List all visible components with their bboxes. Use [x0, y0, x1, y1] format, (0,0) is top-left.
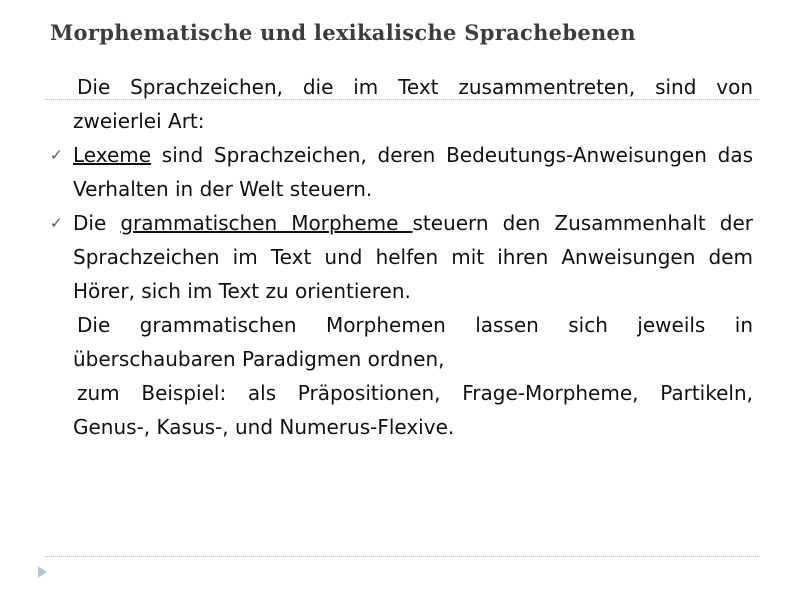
intro-paragraph: Die Sprachzeichen, die im Text zusammentreten, sind von zweierlei Art: [73, 75, 753, 133]
bottom-divider [45, 556, 760, 557]
check-icon: ✓ [50, 146, 63, 164]
example-paragraph: zum Beispiel: als Präpositionen, Frage-Morpheme, Partikeln, Genus-, Kasus-, und Numerus-Flexive. [73, 381, 753, 439]
slide-body [50, 70, 753, 444]
lexeme-text: sind Sprachzeichen, deren Bedeutungs-Anweisungen das Verhalten in der Welt steuern. [73, 143, 753, 201]
paradigm-paragraph: Die grammatischen Morphemen lassen sich jeweils in überschaubaren Paradigmen ordnen, [73, 313, 753, 371]
morpheme-prefix: Die [73, 211, 121, 235]
bullet-morpheme [50, 206, 753, 308]
triangle-arrow-icon [38, 566, 47, 578]
slide-title: Morphematische und lexikalische Sprachebenen [50, 20, 636, 45]
check-icon: ✓ [50, 214, 63, 232]
morpheme-text: steuern den Zusammenhalt der Sprachzeichen im Text und helfen mit ihren Anweisungen dem Hörer, sich im Text zu orientieren. [73, 211, 753, 303]
morpheme-term: grammatischen Morpheme [120, 211, 413, 235]
lexeme-term: Lexeme [73, 143, 152, 167]
bullet-lexeme [50, 138, 753, 206]
